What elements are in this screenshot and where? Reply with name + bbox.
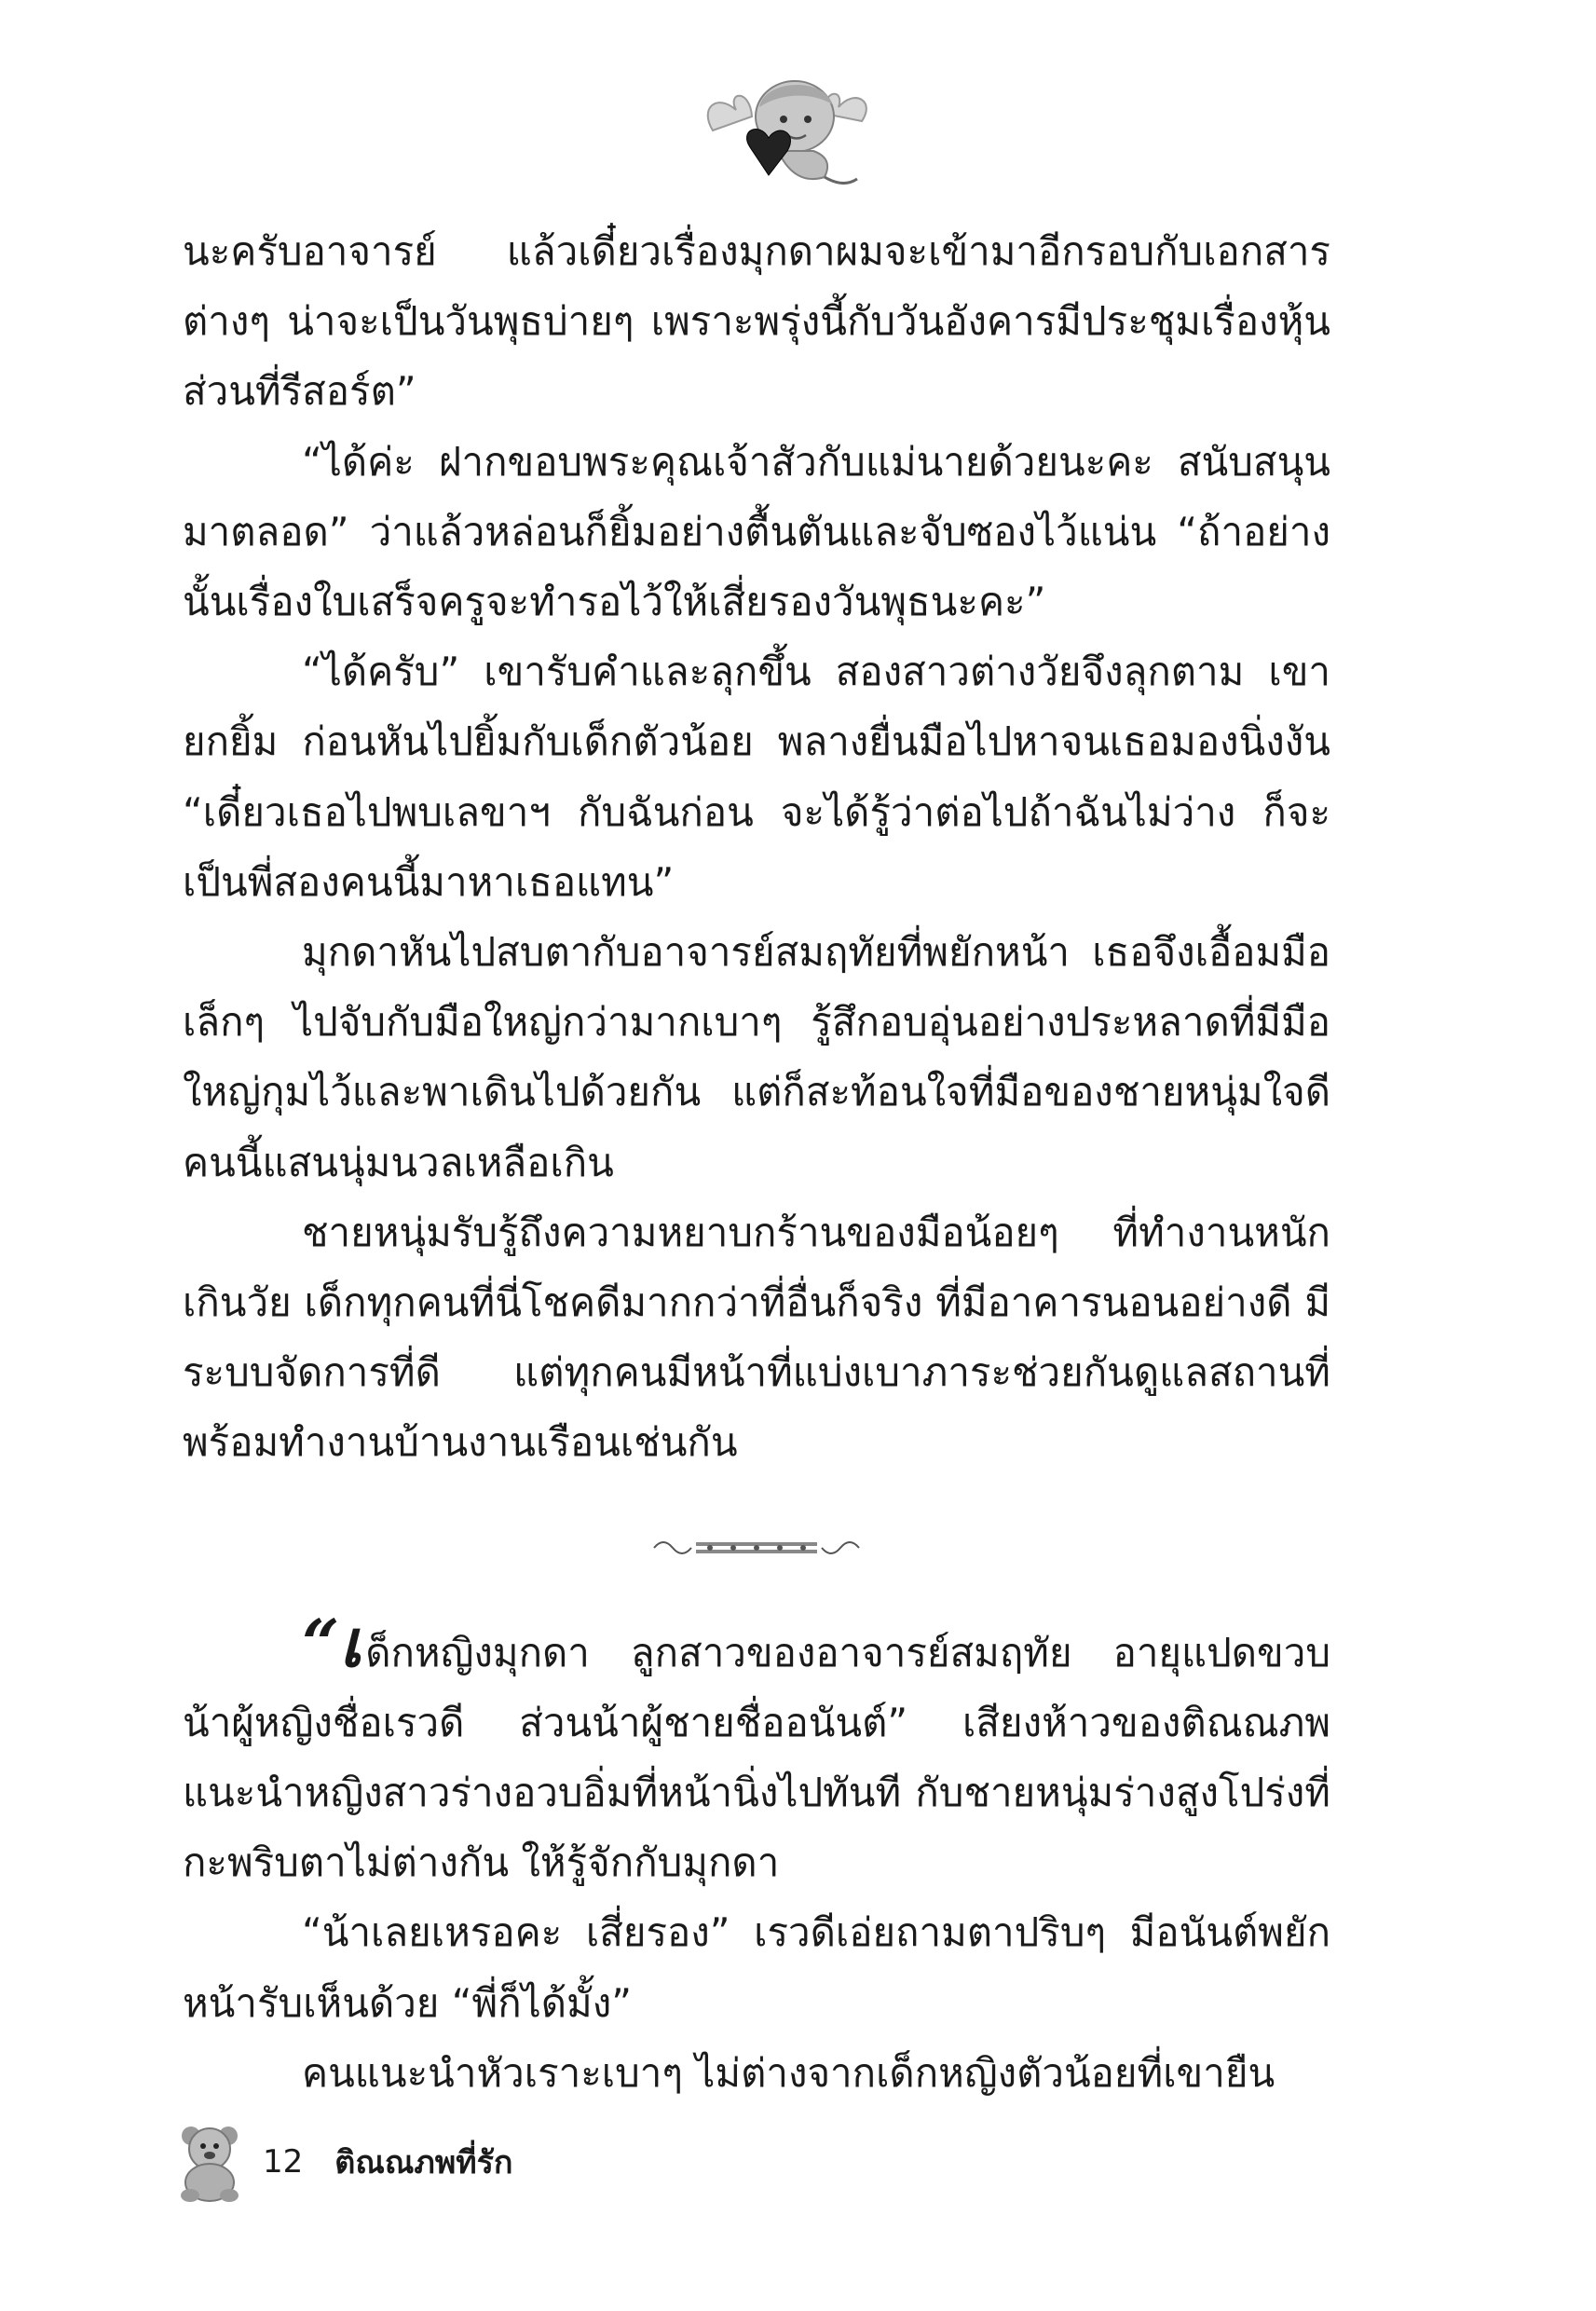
ornament-divider-icon: [183, 1478, 1330, 1618]
paragraph: “น้าเลยเหรอคะ เสี่ยรอง” เรวดีเอ่ยถามตาปริบๆ มีอนันต์พยักหน้ารับเห็นด้วย “พี่ก็ได้มั้ง”: [183, 1909, 1330, 2026]
paragraph: นะครับอาจารย์ แล้วเดี๋ยวเรื่องมุกดาผมจะเข้ามาอีกรอบกับเอกสารต่างๆ น่าจะเป็นวันพุธบ่ายๆ เพราะพรุ่งนี้กับวันอังคารมีประชุมเรื่องหุ้นส่วนที่รีสอร์ต”: [183, 228, 1330, 415]
cupid-heart-icon: [694, 65, 880, 196]
body-text: [183, 216, 1330, 2108]
teddy-bear-icon: [177, 2123, 242, 2202]
dropcap-paragraph: “เด็กหญิงมุกดา ลูกสาวของอาจารย์สมฤทัย อายุแปดขวบ น้าผู้หญิงชื่อเรวดี ส่วนน้าผู้ชายชื่ออนันต์” เสียงห้าวของติณณภพแนะนำหญิงสาวร่างอวบอิ่มที่หน้านิ่งไปทันที กับชายหนุ่มร่างสูงโปร่งที่กะพริบตาไม่ต่างกัน ให้รู้จักกับมุกดา: [183, 1604, 1330, 1886]
paragraph: “ได้ครับ” เขารับคำและลุกขึ้น สองสาวต่างวัยจึงลุกตาม เขายกยิ้ม ก่อนหันไปยิ้มกับเด็กตัวน้อย พลางยื่นมือไปหาจนเธอมองนิ่งงัน “เดี๋ยวเธอไปพบเลขาฯ กับฉันก่อน จะได้รู้ว่าต่อไปถ้าฉันไม่ว่าง ก็จะเป็นพี่สองคนนี้มาหาเธอแทน”: [183, 649, 1330, 905]
paragraph: ชายหนุ่มรับรู้ถึงความหยาบกร้านของมือน้อยๆ ที่ทำงานหนักเกินวัย เด็กทุกคนที่นี่โชคดีมากกว่าที่อื่นก็จริง ที่มีอาคารนอนอย่างดี มีระบบจัดการที่ดี แต่ทุกคนมีหน้าที่แบ่งเบาภาระช่วยกันดูแลสถานที่พร้อมทำงานบ้านงานเรือนเช่นกัน: [183, 1209, 1330, 1466]
paragraph: คนแนะนำหัวเราะเบาๆ ไม่ต่างจากเด็กหญิงตัวน้อยที่เขายืน: [302, 2049, 1275, 2096]
paragraph: “ได้ค่ะ ฝากขอบพระคุณเจ้าสัวกับแม่นายด้วยนะคะ สนับสนุนมาตลอด” ว่าแล้วหล่อนก็ยิ้มอย่างตื้นตันและจับซองไว้แน่น “ถ้าอย่างนั้นเรื่องใบเสร็จครูจะทำรอไว้ให้เสี่ยรองวันพุธนะคะ”: [183, 438, 1330, 625]
book-title: ติณณภพที่รัก: [334, 2144, 513, 2181]
footer: [177, 2120, 513, 2204]
dropcap: “เ: [302, 1604, 362, 1682]
paragraph: มุกดาหันไปสบตากับอาจารย์สมฤทัยที่พยักหน้า เธอจึงเอื้อมมือเล็กๆ ไปจับกับมือใหญ่กว่ามากเบาๆ รู้สึกอบอุ่นอย่างประหลาดที่มีมือใหญ่กุมไว้และพาเดินไปด้วยกัน แต่ก็สะท้อนใจที่มือของชายหนุ่มใจดีคนนี้แสนนุ่มนวลเหลือเกิน: [183, 929, 1330, 1185]
page-number: 12: [263, 2143, 304, 2181]
